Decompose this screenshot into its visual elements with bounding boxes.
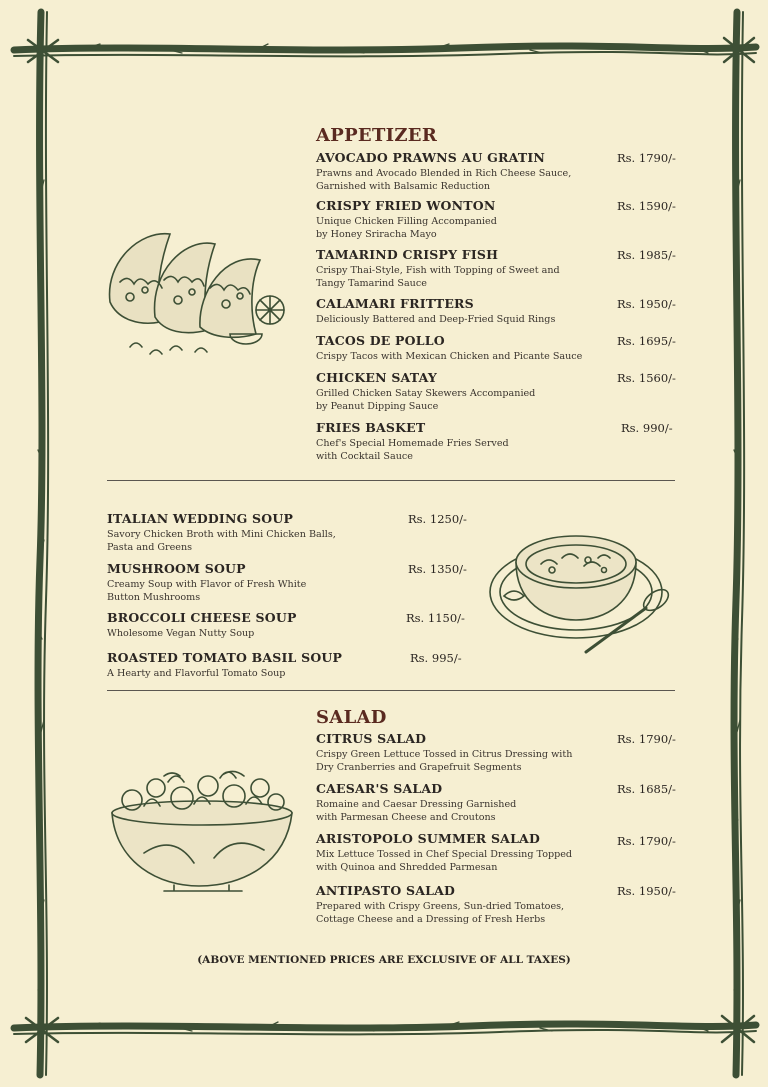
menu-item [316, 333, 616, 363]
menu-item [316, 883, 616, 926]
menu-item [316, 296, 616, 326]
item-price: Rs. 1350/- [408, 562, 467, 576]
item-name: BROCCOLI CHEESE SOUP [107, 610, 297, 625]
menu-item [107, 650, 407, 680]
appetizer-heading: APPETIZER [316, 125, 438, 146]
item-price: Rs. 990/- [621, 421, 673, 435]
salad-heading: SALAD [316, 707, 387, 728]
menu-item [316, 831, 616, 874]
item-description: Deliciously Battered and Deep-Fried Squid Rings [316, 314, 556, 325]
item-name: CAESAR'S SALAD [316, 781, 443, 796]
item-price: Rs. 1790/- [617, 834, 676, 848]
item-description: Prepared with Crispy Greens, Sun-dried Tomatoes, Cottage Cheese and a Dressing of Fresh Herbs [316, 901, 565, 925]
item-name: ARISTOPOLO SUMMER SALAD [316, 831, 540, 846]
item-name: TAMARIND CRISPY FISH [316, 247, 499, 262]
menu-item [316, 247, 616, 290]
item-description: Savory Chicken Broth with Mini Chicken Balls, Pasta and Greens [107, 529, 336, 553]
menu-item [316, 420, 616, 463]
item-name: MUSHROOM SOUP [107, 561, 246, 576]
item-description: Mix Lettuce Tossed in Chef Special Dressing Topped with Quinoa and Shredded Parmesan [316, 849, 573, 873]
item-description: Crispy Tacos with Mexican Chicken and Picante Sauce [316, 351, 583, 362]
item-name: CRISPY FRIED WONTON [316, 198, 496, 213]
section-divider [107, 690, 675, 691]
item-price: Rs. 1685/- [617, 782, 676, 796]
item-name: ANTIPASTO SALAD [316, 883, 456, 898]
item-price: Rs. 1695/- [617, 334, 676, 348]
item-price: Rs. 995/- [410, 651, 462, 665]
menu-item [316, 198, 616, 241]
menu-item [316, 370, 616, 413]
item-description: Prawns and Avocado Blended in Rich Cheese Sauce, Garnished with Balsamic Reduction [316, 168, 572, 192]
item-price: Rs. 1985/- [617, 248, 676, 262]
item-price: Rs. 1790/- [617, 732, 676, 746]
item-name: TACOS DE POLLO [316, 333, 445, 348]
tax-footnote: (ABOVE MENTIONED PRICES ARE EXCLUSIVE OF ALL TAXES) [197, 954, 571, 966]
item-description: Wholesome Vegan Nutty Soup [107, 628, 255, 639]
item-name: ROASTED TOMATO BASIL SOUP [107, 650, 343, 665]
menu-item [107, 610, 397, 640]
item-description: Crispy Green Lettuce Tossed in Citrus Dressing with Dry Cranberries and Grapefruit Segments [316, 749, 573, 773]
item-price: Rs. 1790/- [617, 151, 676, 165]
menu-item [316, 781, 616, 824]
item-price: Rs. 1950/- [617, 297, 676, 311]
menu-item [316, 150, 616, 193]
item-description: Romaine and Caesar Dressing Garnished with Parmesan Cheese and Croutons [316, 799, 517, 823]
item-price: Rs. 1590/- [617, 199, 676, 213]
item-price: Rs. 1560/- [617, 371, 676, 385]
item-description: Grilled Chicken Satay Skewers Accompanied by Peanut Dipping Sauce [316, 388, 536, 412]
item-name: CHICKEN SATAY [316, 370, 437, 385]
item-description: Chef's Special Homemade Fries Served with Cocktail Sauce [316, 438, 509, 462]
tacos-illustration [100, 222, 295, 372]
item-name: AVOCADO PRAWNS AU GRATIN [316, 150, 545, 165]
item-description: Creamy Soup with Flavor of Fresh White Button Mushrooms [107, 579, 307, 603]
item-price: Rs. 1250/- [408, 512, 467, 526]
menu-item [107, 511, 397, 554]
section-divider [107, 480, 675, 481]
menu-item [107, 561, 397, 604]
item-price: Rs. 1950/- [617, 884, 676, 898]
salad-bowl-illustration [104, 768, 299, 893]
item-description: A Hearty and Flavorful Tomato Soup [107, 668, 286, 679]
item-price: Rs. 1150/- [406, 611, 465, 625]
menu-item [316, 731, 616, 774]
item-description: Unique Chicken Filling Accompanied by Honey Sriracha Mayo [316, 216, 497, 240]
item-description: Crispy Thai-Style, Fish with Topping of Sweet and Tangy Tamarind Sauce [316, 265, 560, 289]
item-name: CALAMARI FRITTERS [316, 296, 474, 311]
item-name: ITALIAN WEDDING SOUP [107, 511, 294, 526]
item-name: CITRUS SALAD [316, 731, 427, 746]
soup-bowl-illustration [486, 512, 681, 662]
item-name: FRIES BASKET [316, 420, 426, 435]
